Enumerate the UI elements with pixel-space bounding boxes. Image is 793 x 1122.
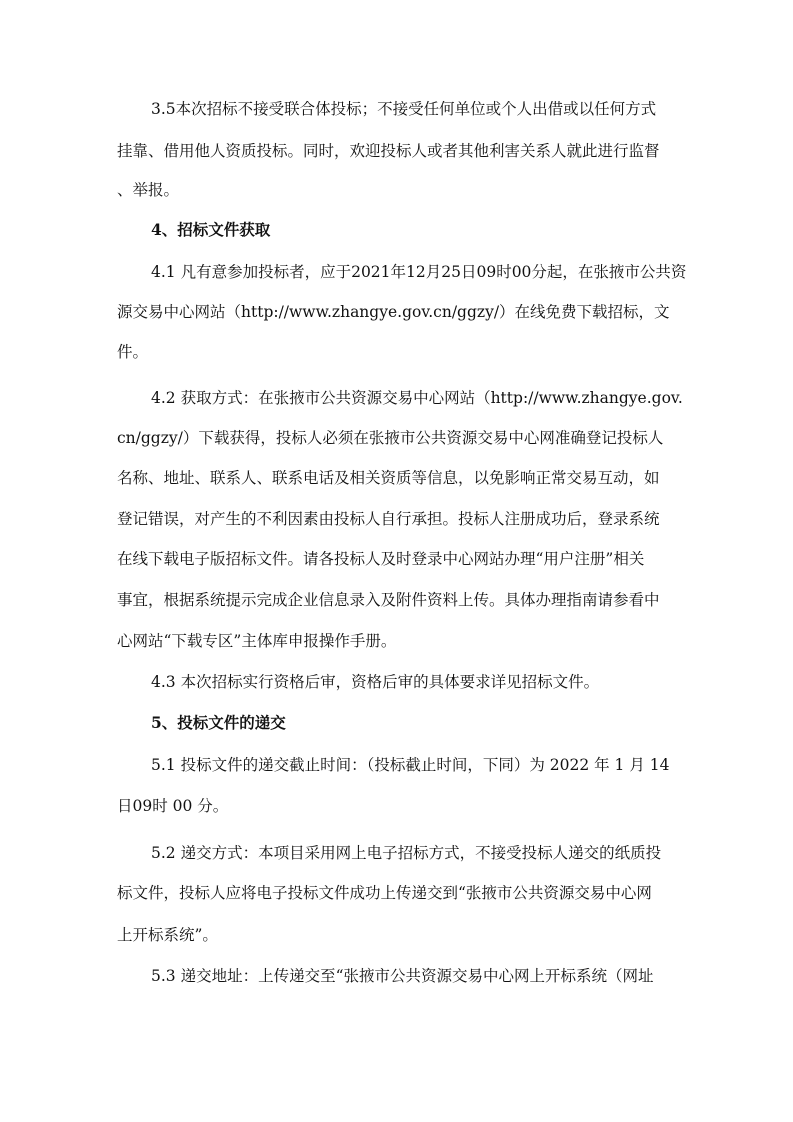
paragraph-5-2-line-2: 标文件，投标人应将电子投标文件成功上传递交到“张掖市公共资源交易中心网 bbox=[117, 884, 652, 902]
paragraph-3-5-line-2: 挂靠、借用他人资质投标。同时，欢迎投标人或者其他利害关系人就此进行监督 bbox=[117, 142, 660, 160]
paragraph-4-2-line-3: 名称、地址、联系人、联系电话及相关资质等信息，以免影响正常交易互动，如 bbox=[117, 469, 660, 487]
paragraph-4-3-line-1: 4.3 本次招标实行资格后审，资格后审的具体要求详见招标文件。 bbox=[151, 673, 600, 691]
paragraph-4-2-line-7: 心网站“下载专区”主体库申报操作手册。 bbox=[117, 632, 397, 650]
paragraph-5-1-line-1: 5.1 投标文件的递交截止时间：（投标截止时间，下同）为 2022 年 1 月 14 bbox=[151, 756, 670, 774]
paragraph-3-5-line-1: 3.5本次招标不接受联合体投标；不接受任何单位或个人出借或以任何方式 bbox=[151, 100, 657, 118]
paragraph-4-1-line-3: 件。 bbox=[117, 343, 149, 361]
section-5-heading: 5、投标文件的递交 bbox=[151, 713, 286, 732]
paragraph-5-1-line-2: 日09时 00 分。 bbox=[117, 797, 229, 815]
paragraph-4-2-line-2: cn/ggzy/）下载获得，投标人必须在张掖市公共资源交易中心网准确登记投标人 bbox=[117, 429, 664, 447]
section-4-heading: 4、招标文件获取 bbox=[151, 220, 271, 239]
paragraph-4-2-line-5: 在线下载电子版招标文件。请各投标人及时登录中心网站办理“用户注册”相关 bbox=[117, 550, 645, 568]
paragraph-4-1-line-2: 源交易中心网站（http://www.zhangye.gov.cn/ggzy/）在线免费下载招标，文 bbox=[117, 303, 670, 321]
paragraph-4-2-line-4: 登记错误，对产生的不利因素由投标人自行承担。投标人注册成功后，登录系统 bbox=[117, 510, 660, 528]
paragraph-3-5-line-3: 、举报。 bbox=[117, 181, 180, 199]
paragraph-5-2-line-3: 上开标系统”。 bbox=[117, 926, 218, 944]
paragraph-4-1-line-1: 4.1 凡有意参加投标者，应于2021年12月25日09时00分起，在张掖市公共资 bbox=[151, 263, 687, 281]
paragraph-5-3-line-1: 5.3 递交地址：上传递交至“张掖市公共资源交易中心网上开标系统（网址 bbox=[151, 967, 654, 985]
paragraph-4-2-line-6: 事宜，根据系统提示完成企业信息录入及附件资料上传。具体办理指南请参看中 bbox=[117, 591, 660, 609]
paragraph-5-2-line-1: 5.2 递交方式：本项目采用网上电子招标方式，不接受投标人递交的纸质投 bbox=[151, 844, 662, 862]
paragraph-4-2-line-1: 4.2 获取方式：在张掖市公共资源交易中心网站（http://www.zhangye.gov. bbox=[151, 389, 683, 407]
